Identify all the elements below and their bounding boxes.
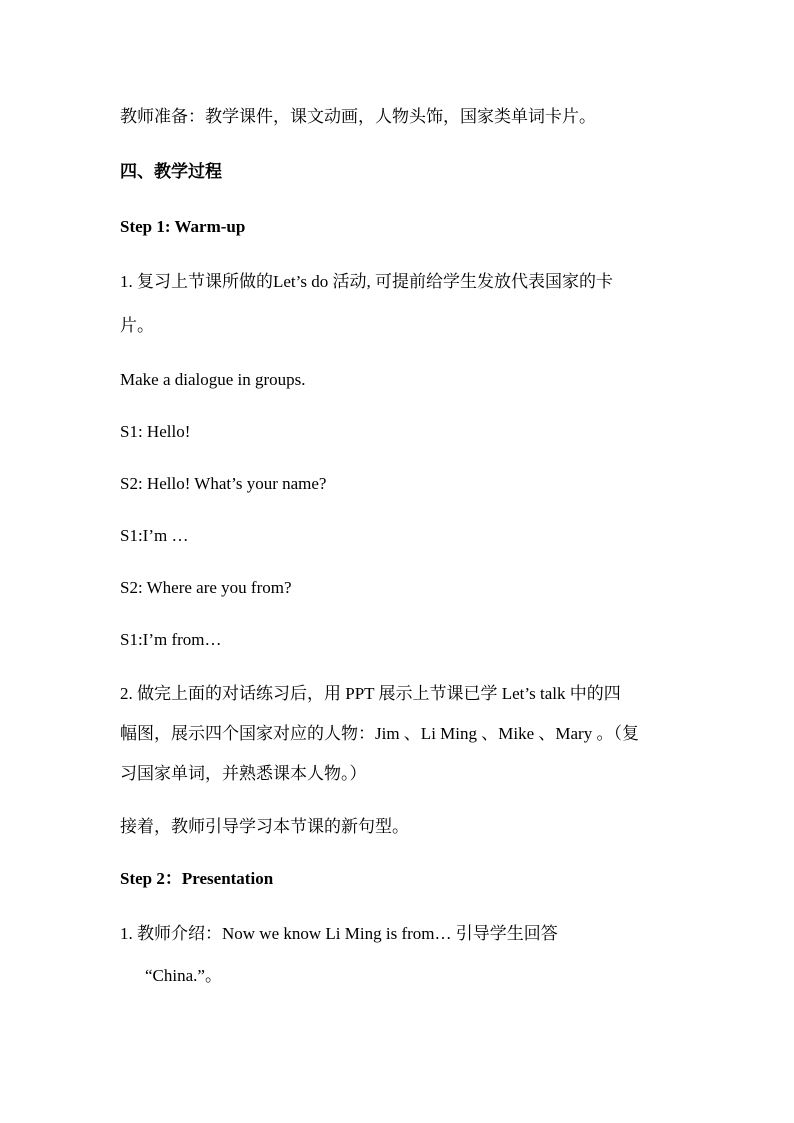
dialogue-line: S1: Hello! [120,422,191,441]
item2-line2: 幅图，展示四个国家对应的人物：Jim 、Li Ming 、Mike 、Mary 。（复 [120,724,639,743]
item1-line1: 1. 复习上节课所做的Let’s do 活动, 可提前给学生发放代表国家的卡 [120,272,613,291]
item3-line1: 1. 教师介绍：Now we know Li Ming is from… 引导学生回答 [120,924,558,943]
item1-line2: 片。 [120,316,154,335]
section-title: 四、教学过程 [120,162,222,181]
step2-heading: Step 2：Presentation [120,869,274,888]
item2-line3: 习国家单词，并熟悉课本人物。） [120,764,367,783]
dialogue-line: S2: Where are you from? [120,578,292,597]
teacher-prep-text: 教师准备：教学课件，课文动画，人物头饰，国家类单词卡片。 [120,107,596,126]
item2-line1: 2. 做完上面的对话练习后，用 PPT 展示上节课已学 Let’s talk 中的四 [120,684,621,703]
transition-text: 接着，教师引导学习本节课的新句型。 [120,817,409,836]
step1-heading: Step 1: Warm-up [120,217,246,236]
dialogue-line: S1:I’m … [120,526,189,545]
item3-line2: “China.”。 [145,966,222,985]
dialogue-intro: Make a dialogue in groups. [120,370,306,389]
dialogue-line: S1:I’m from… [120,630,222,649]
dialogue-line: S2: Hello! What’s your name? [120,474,327,493]
